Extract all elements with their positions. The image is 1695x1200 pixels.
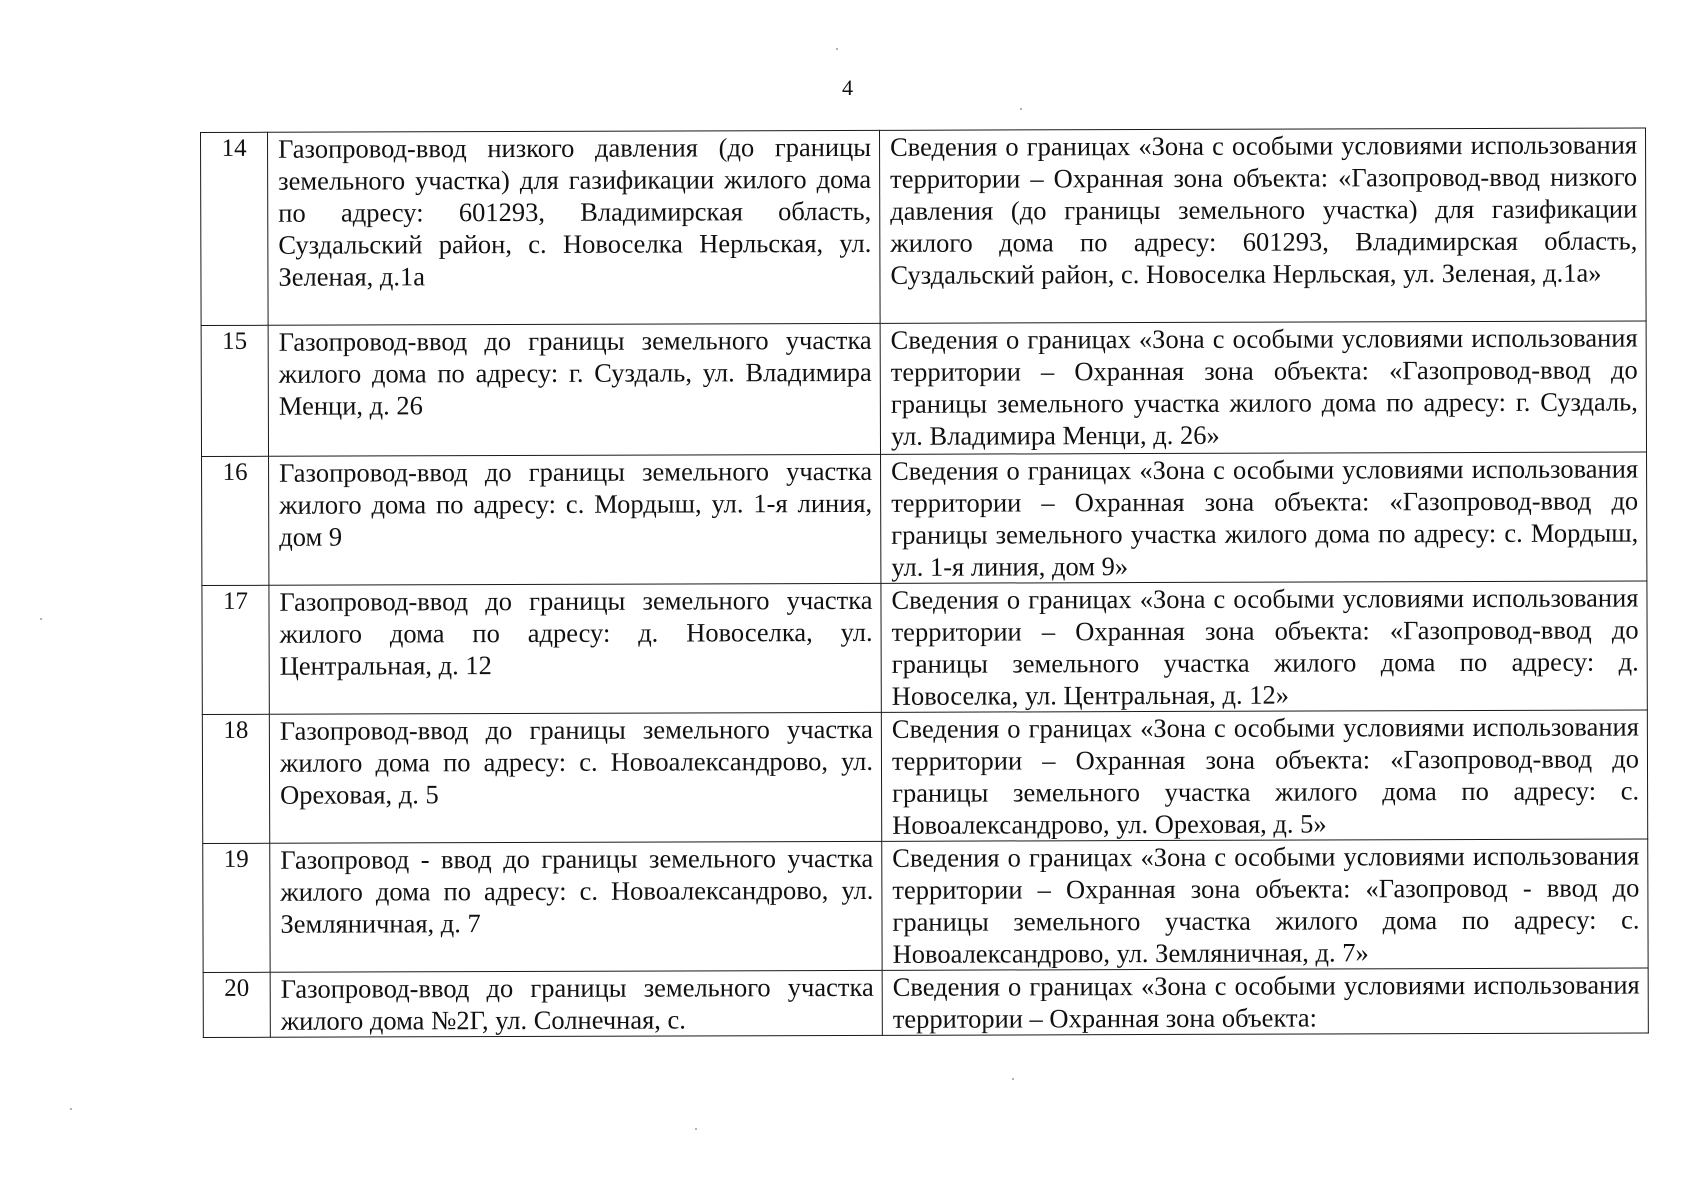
object-name-cell: Газопровод-ввод до границы земельного участка жилого дома по адресу: с. Новоалександрово, ул. Ореховая, д. 5 [269,712,881,843]
zones-table [200,127,1649,1038]
scan-speck [836,48,838,50]
scan-speck [1020,108,1022,110]
zone-info-cell: Сведения о границах «Зона с особыми условиями использования территории – Охранная зона объекта: «Газопровод-ввод низкого давления (до границы земельного участка) для газификации жилого дома по адресу: 601293, Владимирская область, Суздальский район, с. Новоселка Нерльская, ул. Зеленая, д.1а» [879,128,1646,323]
object-name-cell: Газопровод - ввод до границы земельного участка жилого дома по адресу: с. Новоалександрово, ул. Земляничная, д. 7 [270,841,882,972]
row-number: 14 [201,132,269,325]
row-number: 15 [201,325,268,456]
object-name-cell: Газопровод-ввод до границы земельного участка жилого дома по адресу: д. Новоселка, ул. Центральная, д. 12 [269,583,881,714]
object-name-cell: Газопровод-ввод до границы земельного участка жилого дома №2Г, ул. Солнечная, с. [270,970,882,1037]
zone-info-cell: Сведения о границах «Зона с особыми условиями использования территории – Охранная зона объекта: «Газопровод - ввод до границы земельного участка жилого дома по адресу: с. Новоалександрово, ул. Земляничная, д. 7» [882,839,1648,970]
table-row [202,452,1647,586]
table-row [202,710,1647,844]
scan-speck [1012,1078,1014,1080]
table-row [201,128,1647,326]
scan-speck [40,618,42,620]
object-name-cell: Газопровод-ввод до границы земельного участка жилого дома по адресу: г. Суздаль, ул. Владимира Менци, д. 26 [268,323,880,456]
row-number: 19 [203,843,270,972]
table-row [202,581,1647,715]
table-row [203,839,1648,973]
object-name-cell: Газопровод-ввод до границы земельного участка жилого дома по адресу: с. Мордыш, ул. 1-я линия, дом 9 [269,454,881,585]
page-number: 4 [842,75,853,100]
zone-info-cell: Сведения о границах «Зона с особыми условиями использования территории – Охранная зона объекта: [882,968,1648,1035]
row-number: 18 [202,714,269,843]
table-row [203,968,1648,1038]
row-number: 16 [202,456,269,585]
object-name-cell: Газопровод-ввод низкого давления (до границы земельного участка) для газификации жилого дома по адресу: 601293, Владимирская область, Суздальский район, с. Новоселка Нерльская, ул. Зеленая, д.1а [268,130,881,325]
row-number: 17 [202,585,269,714]
row-number: 20 [203,972,270,1037]
zone-info-cell: Сведения о границах «Зона с особыми условиями использования территории – Охранная зона объекта: «Газопровод-ввод до границы земельного участка жилого дома по адресу: г. Суздаль, ул. Владимира Менци, д. 26» [880,321,1646,454]
zone-info-cell: Сведения о границах «Зона с особыми условиями использования территории – Охранная зона объекта: «Газопровод-ввод до границы земельного участка жилого дома по адресу: с. Новоалександрово, ул. Ореховая, д. 5» [881,710,1647,841]
zone-info-cell: Сведения о границах «Зона с особыми условиями использования территории – Охранная зона объекта: «Газопровод-ввод до границы земельного участка жилого дома по адресу: с. Мордыш, ул. 1-я линия, дом 9» [881,452,1647,583]
scan-speck [695,1128,697,1130]
scan-speck [70,1108,72,1110]
table-row [201,321,1646,457]
zone-info-cell: Сведения о границах «Зона с особыми условиями использования территории – Охранная зона объекта: «Газопровод-ввод до границы земельного участка жилого дома по адресу: д. Новоселка, ул. Центральная, д. 12» [881,581,1647,712]
